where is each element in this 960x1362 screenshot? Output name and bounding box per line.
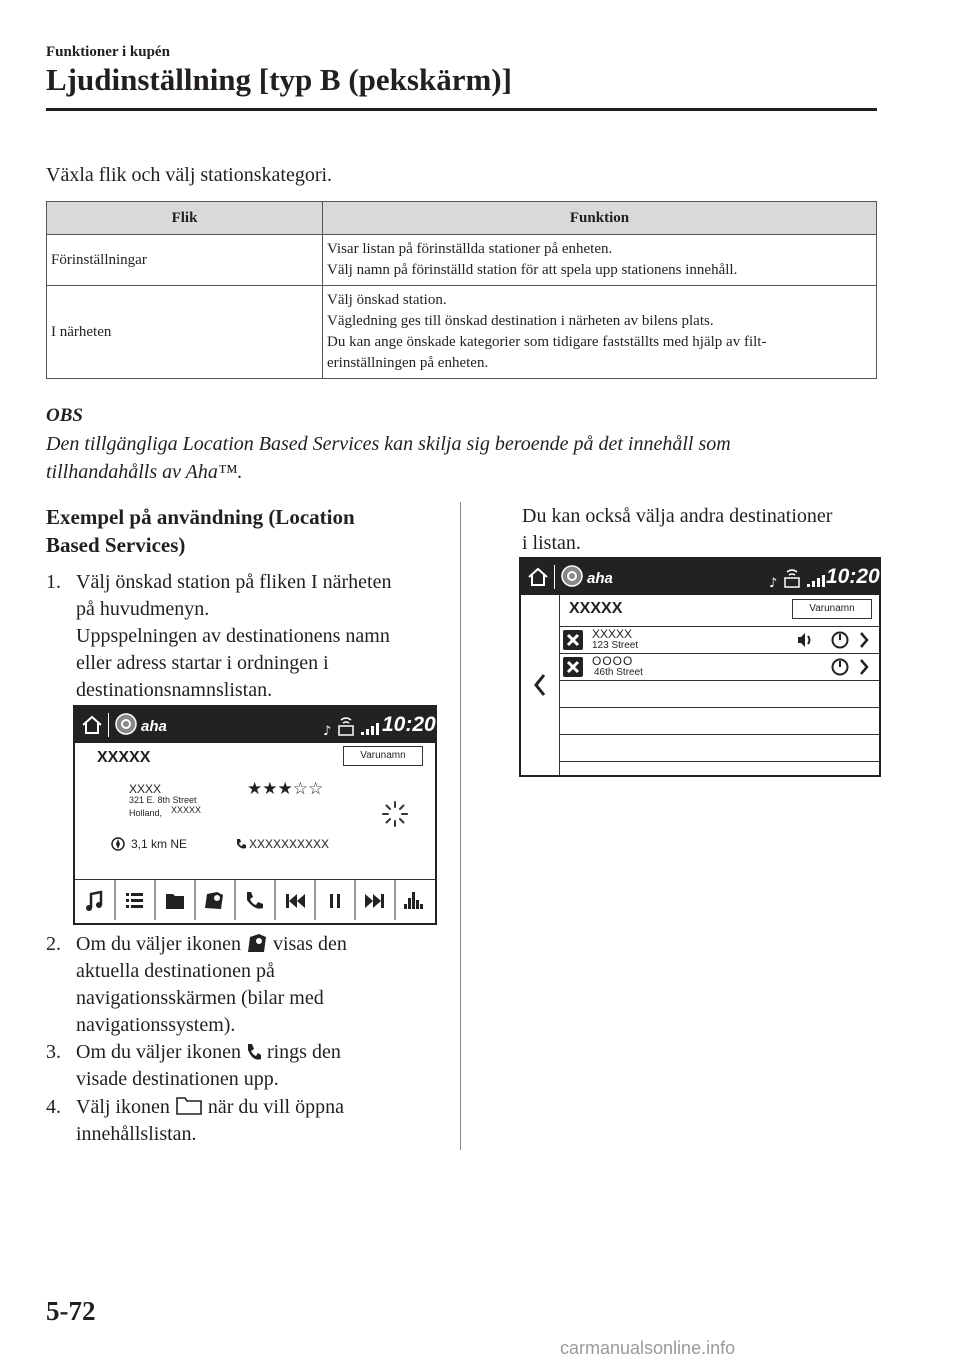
address-line: 321 E. 8th Street xyxy=(129,795,197,805)
step-line: navigationssystem). xyxy=(76,1014,236,1036)
toolbar xyxy=(75,880,435,923)
svg-text:★★★☆☆: ★★★☆☆ xyxy=(247,779,324,797)
chevron-right-icon xyxy=(858,658,870,676)
step-line: Välj önskad station på fliken I närheten xyxy=(76,571,392,593)
note-text xyxy=(46,430,866,486)
function-line: Välj önskad station. xyxy=(327,292,447,308)
step-line: Välj ikonen när du vill öppna xyxy=(76,1096,344,1118)
function-line: erinställningen på enheten. xyxy=(327,355,489,371)
list-item[interactable] xyxy=(560,654,877,680)
list-item[interactable] xyxy=(560,627,877,653)
step-line: innehållslistan. xyxy=(76,1123,197,1145)
list-divider xyxy=(559,680,879,681)
function-line: Du kan ange önskade kategorier som tidigare fastställts med hjälp av filt- xyxy=(327,334,767,350)
svg-text:♪: ♪ xyxy=(323,724,332,739)
app-name: aha xyxy=(141,718,167,735)
chevron-right-icon xyxy=(858,631,870,649)
back-chevron-icon[interactable] xyxy=(533,673,547,697)
column-divider xyxy=(460,502,461,1150)
home-icon[interactable] xyxy=(81,715,103,735)
page-title: Ljudinställning [typ B (pekskärm)] xyxy=(46,62,512,97)
rating-stars-icon xyxy=(247,779,333,797)
address-line: Holland, xyxy=(129,808,163,818)
station-name: XXXXX xyxy=(97,749,151,766)
destination-name: XXXX xyxy=(129,782,162,796)
example-heading-line: Based Services) xyxy=(46,533,186,557)
clock: 10:20 xyxy=(826,565,880,588)
table-row xyxy=(47,286,877,379)
step-text xyxy=(76,931,347,1039)
destination-icon xyxy=(563,630,583,650)
home-icon[interactable] xyxy=(527,567,549,587)
item-street: 46th Street xyxy=(594,667,643,678)
step-number: 1. xyxy=(46,571,61,593)
example-heading-line: Exempel på användning (Location xyxy=(46,505,355,529)
address-line: XXXXX xyxy=(171,805,202,815)
item-street: 123 Street xyxy=(592,640,639,651)
col-header-tab: Flik xyxy=(47,202,323,235)
note-line: Den tillgängliga Location Based Services kan skilja sig beroende på det innehåll som xyxy=(46,433,731,455)
list-icon[interactable] xyxy=(126,893,143,908)
equalizer-icon[interactable] xyxy=(404,892,423,909)
folder-icon[interactable] xyxy=(166,894,184,909)
item-name: XXXXX xyxy=(592,627,633,641)
timer-icon xyxy=(830,657,850,677)
next-icon[interactable] xyxy=(365,894,384,908)
page-number: 5-72 xyxy=(46,1296,96,1326)
step-line: eller adress startar i ordningen i xyxy=(76,652,329,674)
step-1 xyxy=(46,569,446,709)
function-line: Visar listan på förinställda stationer på enheten. xyxy=(327,241,613,257)
station-name: XXXXX xyxy=(569,600,623,617)
screen-destination-list xyxy=(519,557,881,777)
step-4 xyxy=(46,1094,446,1150)
svg-text:♪: ♪ xyxy=(769,576,778,591)
previous-icon[interactable] xyxy=(286,894,305,908)
app-name: aha xyxy=(587,570,613,587)
right-text xyxy=(522,503,882,557)
step-line: visade destinationen upp. xyxy=(76,1068,279,1090)
step-number: 2. xyxy=(46,933,61,955)
section-label: Funktioner i kupén xyxy=(46,44,170,60)
step-3 xyxy=(46,1039,446,1095)
right-text-line: i listan. xyxy=(522,532,581,554)
map-pin-icon[interactable] xyxy=(205,892,223,909)
phone-icon[interactable] xyxy=(247,892,263,909)
aha-logo-icon xyxy=(115,713,137,735)
row-function xyxy=(323,235,877,286)
row-tab: Förinställningar xyxy=(47,235,323,286)
step-line: Uppspelningen av destinationens namn xyxy=(76,625,390,647)
aha-logo-icon xyxy=(561,565,583,587)
step-line: navigationsskärmen (bilar med xyxy=(76,987,324,1009)
list-divider xyxy=(559,734,879,735)
note-heading: OBS xyxy=(46,405,83,426)
col-header-function: Funktion xyxy=(323,202,877,235)
step-text xyxy=(76,1094,344,1148)
step-line: på huvudmenyn. xyxy=(76,598,210,620)
step-line: aktuella destinationen på xyxy=(76,960,275,982)
function-table xyxy=(46,201,877,379)
function-line: Välj namn på förinställd station för att spela upp stationens innehåll. xyxy=(327,262,738,278)
loading-spinner-icon xyxy=(380,799,410,829)
screen-station-detail xyxy=(73,705,437,925)
status-icons xyxy=(321,713,385,739)
destination-icon xyxy=(563,657,583,677)
row-function xyxy=(323,286,877,379)
list-divider xyxy=(559,707,879,708)
map-pin-icon xyxy=(246,933,268,953)
status-icons xyxy=(767,565,831,591)
title-rule xyxy=(46,108,877,111)
step-number: 4. xyxy=(46,1096,61,1118)
music-note-icon[interactable] xyxy=(86,892,102,911)
pause-icon[interactable] xyxy=(330,894,340,908)
speaker-icon xyxy=(796,631,814,649)
varunamn-button[interactable]: Varunamn xyxy=(792,599,872,619)
right-text-line: Du kan också välja andra destinationer xyxy=(522,505,833,527)
phone-number: XXXXXXXXXX xyxy=(249,837,330,851)
step-text xyxy=(76,1039,341,1093)
folder-icon xyxy=(175,1096,203,1116)
function-line: Vägledning ges till önskad destination i närheten av bilens plats. xyxy=(327,313,714,329)
phone-small-icon xyxy=(235,838,247,850)
step-line: destinationsnamnslistan. xyxy=(76,679,273,701)
phone-icon xyxy=(246,1043,262,1061)
back-column-divider xyxy=(559,595,560,775)
table-row xyxy=(47,235,877,286)
item-name: OOOO xyxy=(592,654,634,668)
bar-divider xyxy=(554,565,555,589)
note-line: tillhandahålls av Aha™. xyxy=(46,461,243,483)
status-bar xyxy=(75,707,435,743)
step-2 xyxy=(46,931,446,1041)
bar-divider xyxy=(108,713,109,737)
step-line: Om du väljer ikonen rings den xyxy=(76,1041,341,1063)
example-heading xyxy=(46,503,426,559)
step-text xyxy=(76,569,391,704)
status-bar xyxy=(521,559,879,595)
varunamn-button[interactable]: Varunamn xyxy=(343,746,423,766)
timer-icon xyxy=(830,630,850,650)
list-divider xyxy=(559,761,879,762)
distance: 3,1 km NE xyxy=(131,837,188,851)
step-number: 3. xyxy=(46,1041,61,1063)
row-tab: I närheten xyxy=(47,286,323,379)
watermark: carmanualsonline.info xyxy=(560,1338,736,1358)
intro-text: Växla flik och välj stationskategori. xyxy=(46,164,333,186)
step-line: Om du väljer ikonen visas den xyxy=(76,933,347,955)
clock: 10:20 xyxy=(382,713,436,736)
compass-icon xyxy=(111,837,125,851)
